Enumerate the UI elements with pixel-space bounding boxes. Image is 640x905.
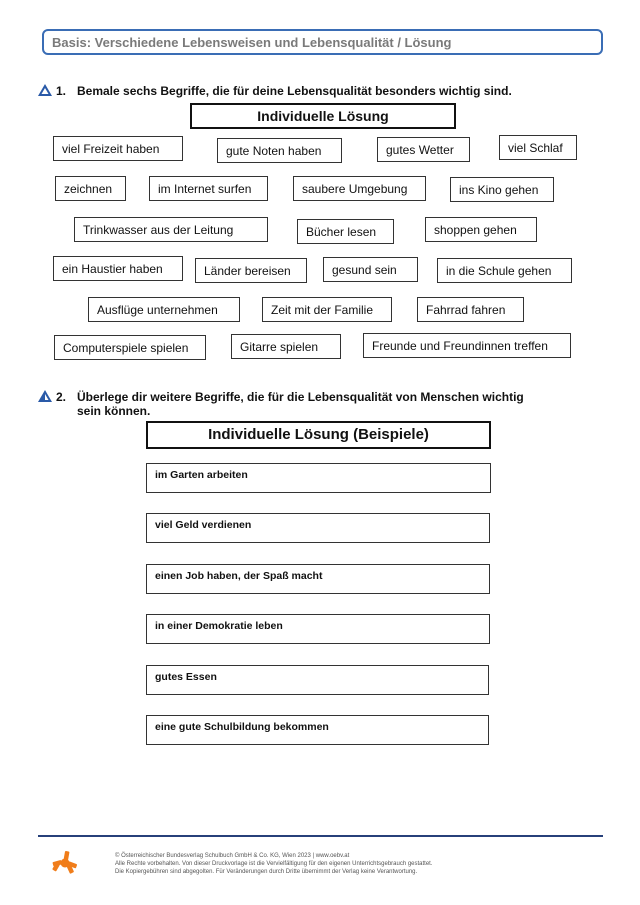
word-box: gute Noten haben — [217, 138, 342, 163]
word-box: viel Schlaf — [499, 135, 577, 160]
task-2-text-line-2: sein können. — [77, 404, 151, 418]
word-box: ein Haustier haben — [53, 256, 183, 281]
word-box: Fahrrad fahren — [417, 297, 524, 322]
word-box: Länder bereisen — [195, 258, 307, 283]
task-1-number: 1. — [56, 84, 67, 98]
difficulty-triangle-icon — [38, 84, 52, 96]
word-box: Gitarre spielen — [231, 334, 341, 359]
task-1-instruction — [38, 84, 598, 100]
difficulty-triangle-icon — [38, 390, 52, 402]
word-box: gutes Wetter — [377, 137, 470, 162]
answer-box: viel Geld verdienen — [146, 513, 490, 543]
task-2-instruction — [38, 390, 598, 420]
word-box: in die Schule gehen — [437, 258, 572, 283]
word-box: shoppen gehen — [425, 217, 537, 242]
footer-disclaimer: Die Kopiergebühren sind abgegolten. Für Veränderungen durch Dritte übernimmt der Verlag keine Verantwortung. — [115, 869, 418, 875]
word-box: viel Freizeit haben — [53, 136, 183, 161]
answer-box: einen Job haben, der Spaß macht — [146, 564, 490, 594]
word-box: Zeit mit der Familie — [262, 297, 392, 322]
task-2-solution-label: Individuelle Lösung (Beispiele) — [146, 421, 491, 449]
word-box: Computerspiele spielen — [54, 335, 206, 360]
footer-rule — [38, 835, 603, 837]
task-2-number: 2. — [56, 390, 67, 404]
word-box: zeichnen — [55, 176, 126, 201]
task-1-solution-label: Individuelle Lösung — [190, 103, 456, 129]
publisher-logo-icon — [52, 850, 78, 876]
word-box: Bücher lesen — [297, 219, 394, 244]
task-1-text: Bemale sechs Begriffe, die für deine Lebensqualität besonders wichtig sind. — [77, 84, 512, 98]
word-box: gesund sein — [323, 257, 418, 282]
answer-box: im Garten arbeiten — [146, 463, 491, 493]
worksheet-title: Basis: Verschiedene Lebensweisen und Lebensqualität / Lösung — [52, 35, 452, 50]
footer-rights: Alle Rechte vorbehalten. Von dieser Druckvorlage ist die Vervielfältigung für den eigenen Unterrichtsgebrauch gestattet. — [115, 861, 433, 867]
word-box: Trinkwasser aus der Leitung — [74, 217, 268, 242]
answer-box: gutes Essen — [146, 665, 489, 695]
word-box: Freunde und Freundinnen treffen — [363, 333, 571, 358]
worksheet-header — [42, 29, 603, 55]
footer-copyright: © Österreichischer Bundesverlag Schulbuch GmbH & Co. KG, Wien 2023 | www.oebv.at — [115, 853, 350, 859]
word-box: saubere Umgebung — [293, 176, 426, 201]
word-box: Ausflüge unternehmen — [88, 297, 240, 322]
answer-box: in einer Demokratie leben — [146, 614, 490, 644]
word-box: im Internet surfen — [149, 176, 268, 201]
answer-box: eine gute Schulbildung bekommen — [146, 715, 489, 745]
word-box: ins Kino gehen — [450, 177, 554, 202]
task-2-text-line-1: Überlege dir weitere Begriffe, die für die Lebensqualität von Menschen wichtig — [77, 390, 524, 404]
